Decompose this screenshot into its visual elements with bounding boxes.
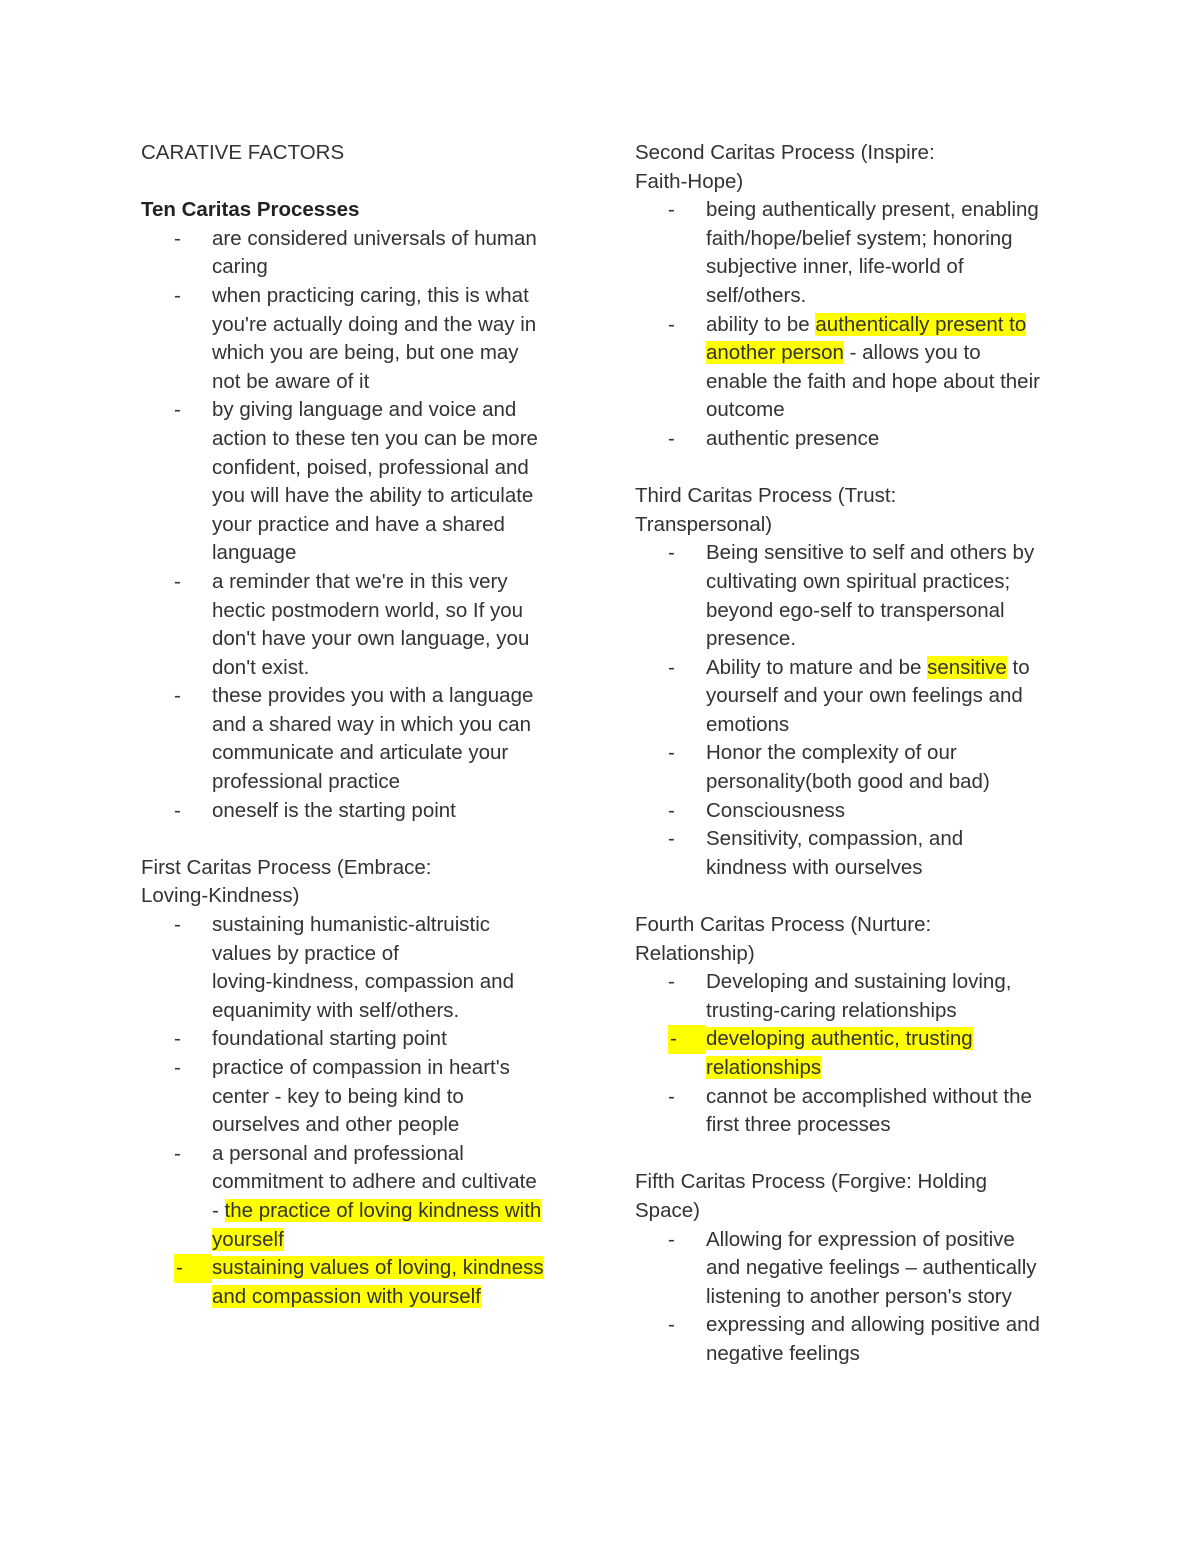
list-item: - a personal and professional commitment to adhere and cultivate - the practice of loving kindness with yourself [174, 1141, 542, 1251]
highlighted-text: developing authentic, trusting [706, 1027, 973, 1051]
bullet-dash: - [174, 226, 181, 250]
bullet-dash-highlighted: - [668, 1025, 706, 1054]
list-item: - Honor the complexity of our personality(both good and bad) [668, 741, 990, 794]
section-heading-fourth: Fourth Caritas Process (Nurture: [635, 913, 932, 937]
bullet-dash: - [174, 398, 181, 422]
right-column [635, 139, 1075, 1369]
bullet-dash: - [174, 1056, 181, 1079]
bullet-dash: - [668, 1313, 675, 1337]
list-item: - Consciousness [635, 797, 1075, 826]
bullet-dash: - [668, 1227, 675, 1251]
spacer [635, 454, 1075, 483]
section-heading-ten-caritas: Ten Caritas Processes [141, 198, 360, 222]
bullet-dash: - [174, 1027, 181, 1051]
section-heading-fourth-cont: Relationship) [635, 941, 755, 965]
list-item: - these provides you with a language and a shared way in which you can communicate and articulate your professional practice [174, 684, 534, 794]
list-item-highlighted [635, 1025, 1075, 1082]
section-heading-third: Third Caritas Process (Trust: [635, 484, 897, 508]
highlighted-text: yourself [212, 1227, 284, 1251]
bullet-dash: - [174, 684, 181, 708]
list-item: - Ability to mature and be sensitive to yourself and your own feelings and emotions [668, 655, 1030, 736]
list-item: - by giving language and voice and action to these ten you can be more confident, poised, professional and you will have the ability to articulate your practice and have a shared language [174, 398, 538, 565]
bullet-dash: - [668, 827, 675, 851]
list-item: - ability to be authentically present to another person - allows you to enable the faith and hope about their outcome [668, 312, 1040, 422]
section-heading-third-cont: Transpersonal) [635, 512, 773, 536]
list-item: - cannot be accomplished without the first three processes [668, 1084, 1032, 1137]
spacer [635, 1140, 1075, 1169]
section-heading-first: First Caritas Process (Embrace: [141, 855, 432, 879]
bullet-dash: - [668, 198, 675, 222]
highlighted-text: another person [706, 341, 844, 365]
bullet-dash: - [668, 312, 675, 336]
bullet-dash: - [174, 798, 181, 822]
highlighted-text: relationships [706, 1056, 822, 1079]
bullet-dash: - [668, 741, 675, 765]
list-item: - sustaining humanistic-altruistic values by practice of loving-kindness, compassion and equanimity with self/others. [174, 913, 514, 1022]
bullet-dash: - [668, 798, 675, 822]
list-item: - Being sensitive to self and others by cultivating own spiritual practices; beyond ego-self to transpersonal presence. [668, 541, 1035, 651]
bullet-dash: - [668, 970, 675, 994]
list-item: - authentic presence [635, 425, 1075, 454]
bullet-dash: - [174, 1141, 181, 1165]
bullet-dash: - [668, 541, 675, 565]
section-heading-second-cont: Faith-Hope) [635, 169, 744, 193]
bullet-dash: - [668, 655, 675, 679]
highlighted-text: sustaining values of loving, kindness [212, 1256, 544, 1280]
bullet-dash: - [668, 426, 675, 450]
list-item: - foundational starting point [141, 1025, 581, 1054]
section-heading-fifth-cont: Space) [635, 1198, 700, 1222]
highlighted-text: sensitive [927, 655, 1007, 679]
list-item: - expressing and allowing positive and negative feelings [668, 1313, 1040, 1365]
list-item: - Developing and sustaining loving, trusting-caring relationships [668, 970, 1012, 1022]
bullet-dash: - [668, 1084, 675, 1108]
section-heading-first-cont: Loving-Kindness) [141, 884, 300, 908]
spacer [635, 882, 1075, 911]
list-item: - are considered universals of human caring [174, 226, 537, 279]
spacer [141, 825, 581, 854]
bullet-dash: - [174, 913, 181, 937]
list-item: - practice of compassion in heart's center - key to being kind to ourselves and other people [174, 1056, 510, 1137]
list-item-highlighted [141, 1254, 581, 1311]
page-title: CARATIVE FACTORS [141, 141, 345, 164]
list-item: - Sensitivity, compassion, and kindness with ourselves [668, 827, 964, 879]
left-column [141, 139, 581, 1311]
bullet-dash: - [174, 283, 181, 307]
list-item: - when practicing caring, this is what you're actually doing and the way in which you are being, but one may not be aware of it [174, 283, 537, 393]
list-item: - being authentically present, enabling faith/hope/belief system; honoring subjective inner, life-world of self/others. [668, 198, 1039, 307]
bullet-dash: - [174, 569, 181, 593]
list-item: - oneself is the starting point [141, 797, 581, 826]
highlighted-text: and compassion with yourself [212, 1284, 481, 1308]
section-heading-second: Second Caritas Process (Inspire: [635, 141, 935, 164]
highlighted-text: authentically present to [815, 312, 1027, 336]
list-item: - Allowing for expression of positive and negative feelings – authentically listening to another person's story [668, 1227, 1037, 1308]
spacer [141, 168, 581, 197]
bullet-dash-highlighted: - [174, 1254, 212, 1283]
list-item: - a reminder that we're in this very hectic postmodern world, so If you don't have your own language, you don't exist. [174, 569, 530, 679]
section-heading-fifth: Fifth Caritas Process (Forgive: Holding [635, 1170, 988, 1194]
highlighted-text: the practice of loving kindness with [224, 1198, 542, 1222]
